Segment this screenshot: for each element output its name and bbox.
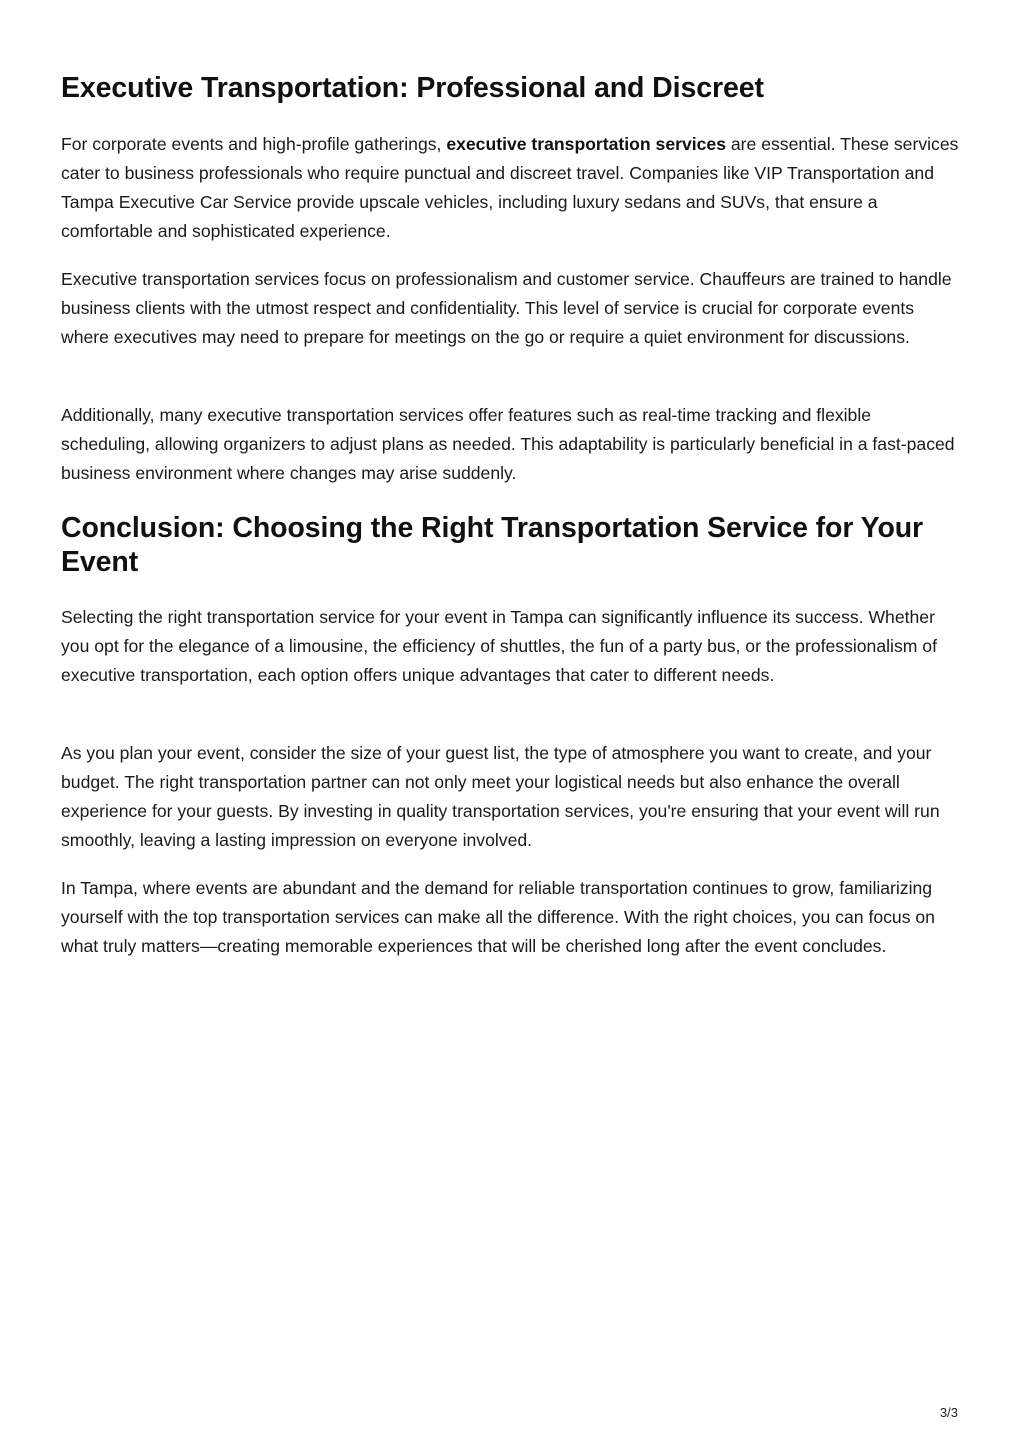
paragraph-executive-intro bbox=[61, 130, 961, 246]
paragraph-executive-features: Additionally, many executive transportation services offer features such as real-time tracking and flexible scheduling, allowing organizers to adjust plans as needed. This adaptability is particularly beneficial in a fast-paced business environment where changes may arise suddenly. bbox=[61, 405, 955, 483]
paragraph-executive-professionalism: Executive transportation services focus on professionalism and customer service. Chauffeurs are trained to handle business clients with the utmost respect and confidentiality. This level of service is crucial for corporate events where executives may need to prepare for meetings on the go or require a quiet environment for discussions. bbox=[61, 269, 952, 347]
paragraph-text: For corporate events and high-profile gatherings, bbox=[61, 134, 447, 154]
page-number: 3/3 bbox=[939, 1405, 958, 1420]
paragraph-text: are essential. These services cater to business professionals who require punctual and discreet travel. Companies like VIP Transportation and Tampa Executive Car Service provide upscale vehicles, including luxury sedans and SUVs, that ensure a comfortable and sophisticated experience. bbox=[61, 134, 959, 241]
section-heading-executive-transportation: Executive Transportation: Professional and Discreet bbox=[61, 72, 764, 104]
paragraph-conclusion-planning: As you plan your event, consider the size of your guest list, the type of atmosphere you want to create, and your budget. The right transportation partner can not only meet your logistical needs but also enhance the overall experience for your guests. By investing in quality transportation services, you're ensuring that your event will run smoothly, leaving a lasting impression on everyone involved. bbox=[61, 743, 940, 850]
paragraph-conclusion-tampa: In Tampa, where events are abundant and the demand for reliable transportation continues to grow, familiarizing yourself with the top transportation services can make all the difference. With the right choices, you can focus on what truly matters—creating memorable experiences that will be cherished long after the event concludes. bbox=[61, 878, 935, 956]
paragraph-conclusion-selecting: Selecting the right transportation service for your event in Tampa can significantly influence its success. Whether you opt for the elegance of a limousine, the efficiency of shuttles, the fun of a party bus, or the professionalism of executive transportation, each option offers unique advantages that cater to different needs. bbox=[61, 607, 937, 685]
bold-phrase: executive transportation services bbox=[446, 134, 726, 154]
section-heading-conclusion: Conclusion: Choosing the Right Transportation Service for Your Event bbox=[61, 512, 924, 578]
